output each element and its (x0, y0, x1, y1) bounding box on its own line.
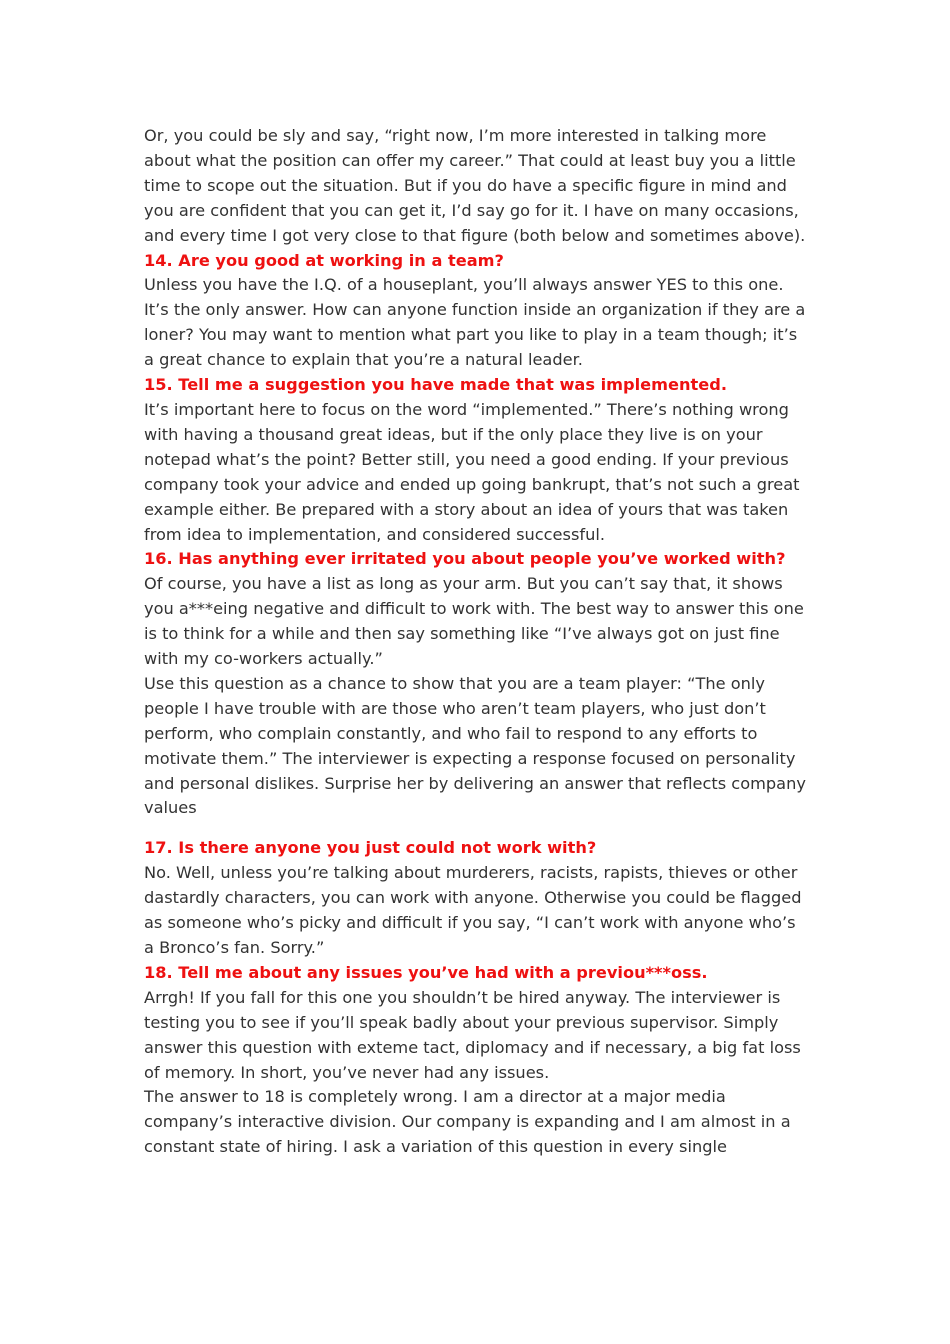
answer-18-paragraph: Arrgh! If you fall for this one you shouldn’t be hired anyway. The interviewer is testing you to see if you’ll speak badly about your previous supervisor. Simply answer this question with exteme tact, diplomacy and if necessary, a big fat loss of memory. In short, you’ve never had any issues. (144, 987, 806, 1082)
question-17-heading: 17. Is there anyone you just could not work with? (144, 838, 597, 858)
answer-17-paragraph: No. Well, unless you’re talking about murderers, racists, rapists, thieves or other dastardly characters, you can work with anyone. Otherwise you could be flagged as someone who’s picky and difficult if you say, “I can’t work with anyone who’s a Bronco’s fan. Sorry.” (144, 863, 807, 957)
answer-16-paragraph-1: Of course, you have a list as long as your arm. But you can’t say that, it shows you a***eing negative and difficult to work with. The best way to answer this one is to think for a while and then say something like “I’ve always got on just fine with my co-workers actually.” (144, 574, 809, 669)
answer-15-paragraph: It’s important here to focus on the word “implemented.” There’s nothing wrong with having a thousand great ideas, but if the only place they live is on your notepad what’s the point? Better still, you need a good ending. If your previous company took your advice and ended up going bankrupt, that’s not such a great example either. Be prepared with a story about an idea of yours that was taken from idea to implementation, and considered successful. (144, 399, 805, 544)
section-spacer (144, 821, 809, 836)
answer-14-paragraph: Unless you have the I.Q. of a houseplant, you’ll always answer YES to this one. It’s the only answer. How can anyone function inside an organization if they are a loner? You may want to mention what part you like to play in a team though; it’s a great chance to explain that you’re a natural leader. (144, 275, 811, 370)
reader-comment-paragraph: The answer to 18 is completely wrong. I am a director at a major media company’s interactive division. Our company is expanding and I am almost in a constant state of hiring. I ask a variation of this question in every single (144, 1087, 796, 1157)
question-15-heading: 15. Tell me a suggestion you have made that was implemented. (144, 375, 727, 395)
question-14-heading: 14. Are you good at working in a team? (144, 250, 504, 270)
answer-16-paragraph-2: Use this question as a chance to show that you are a team player: “The only people I have trouble with are those who aren’t team players, who just don’t perform, who complain constantly, and who fail to respond to any efforts to motivate them.” The interviewer is expecting a response focused on personality and personal dislikes. Surprise her by delivering an answer that reflects company values (144, 673, 812, 818)
question-16-heading: 16. Has anything ever irritated you about people you’ve worked with? (144, 549, 786, 569)
intro-paragraph: Or, you could be sly and say, “right now, I’m more interested in talking more about what the position can offer my career.” That could at least buy you a little time to scope out the situation. But if you do have a specific figure in mind and you are confident that you can get it, I’d say go for it. I have on many occasions, and every time I got very close to that figure (both below and sometimes above). (144, 126, 806, 245)
question-18-heading: 18. Tell me about any issues you’ve had with a previou***oss. (144, 962, 708, 982)
document-page (144, 124, 812, 1160)
